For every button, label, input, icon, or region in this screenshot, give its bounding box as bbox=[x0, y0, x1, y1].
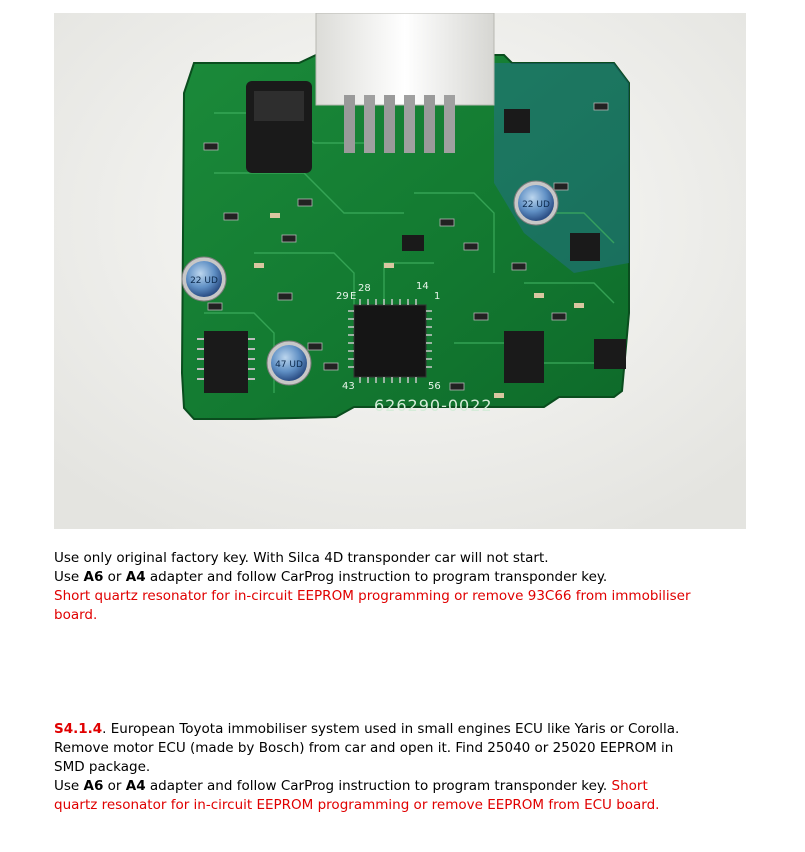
soic-chip-left bbox=[197, 331, 255, 393]
section-number: S4.1.4 bbox=[54, 721, 103, 737]
paragraph-1 bbox=[54, 549, 691, 625]
capacitor-top-right bbox=[514, 181, 558, 225]
main-microcontroller bbox=[348, 299, 432, 383]
cap-label: 47 UD bbox=[275, 360, 303, 370]
pin-label: E bbox=[350, 291, 357, 302]
pcb-photo bbox=[54, 13, 746, 529]
warning-line: quartz resonator for in-circuit EEPROM programming or remove EEPROM from ECU board. bbox=[54, 797, 660, 813]
adapter-a4: A4 bbox=[125, 569, 146, 585]
capacitor-bottom bbox=[267, 341, 311, 385]
text-line: SMD package. bbox=[54, 759, 151, 775]
text-line: Remove motor ECU (made by Bosch) from car and open it. Find 25040 or 25020 EEPROM in bbox=[54, 740, 674, 756]
pin-label: 29 bbox=[336, 291, 349, 302]
adapter-a6: A6 bbox=[83, 569, 104, 585]
small-ic-right bbox=[570, 233, 600, 261]
eeprom-93c66 bbox=[594, 339, 626, 369]
transistor-package bbox=[504, 331, 544, 383]
adapter-a4: A4 bbox=[125, 778, 146, 794]
pin-label: 1 bbox=[434, 291, 441, 302]
cap-label: 22 UD bbox=[190, 276, 218, 286]
capacitor-left bbox=[182, 257, 226, 301]
pin-label: 43 bbox=[342, 381, 355, 392]
warning-line: board. bbox=[54, 607, 98, 623]
text-line: Use only original factory key. With Silca 4D transponder car will not start. bbox=[54, 550, 549, 566]
pin-label: 28 bbox=[358, 283, 371, 294]
text-line: Use A6 or A4 adapter and follow CarProg instruction to program transponder key. bbox=[54, 569, 608, 585]
text-line: S4.1.4. European Toyota immobiliser system used in small engines ECU like Yaris or Corolla. bbox=[54, 721, 680, 737]
warning-line: Short quartz resonator for in-circuit EEPROM programming or remove 93C66 from immobiliser bbox=[54, 588, 691, 604]
warning-text: Short bbox=[611, 778, 648, 794]
board-part-number: 626290-0022 bbox=[374, 396, 493, 415]
adapter-a6: A6 bbox=[83, 778, 104, 794]
paragraph-2 bbox=[54, 720, 679, 815]
cap-label: 22 UD bbox=[522, 200, 550, 210]
connector-housing bbox=[316, 13, 494, 105]
text-line: Use A6 or A4 adapter and follow CarProg instruction to program transponder key. Short bbox=[54, 778, 648, 794]
pin-label: 14 bbox=[416, 281, 429, 292]
pin-label: 56 bbox=[428, 381, 441, 392]
